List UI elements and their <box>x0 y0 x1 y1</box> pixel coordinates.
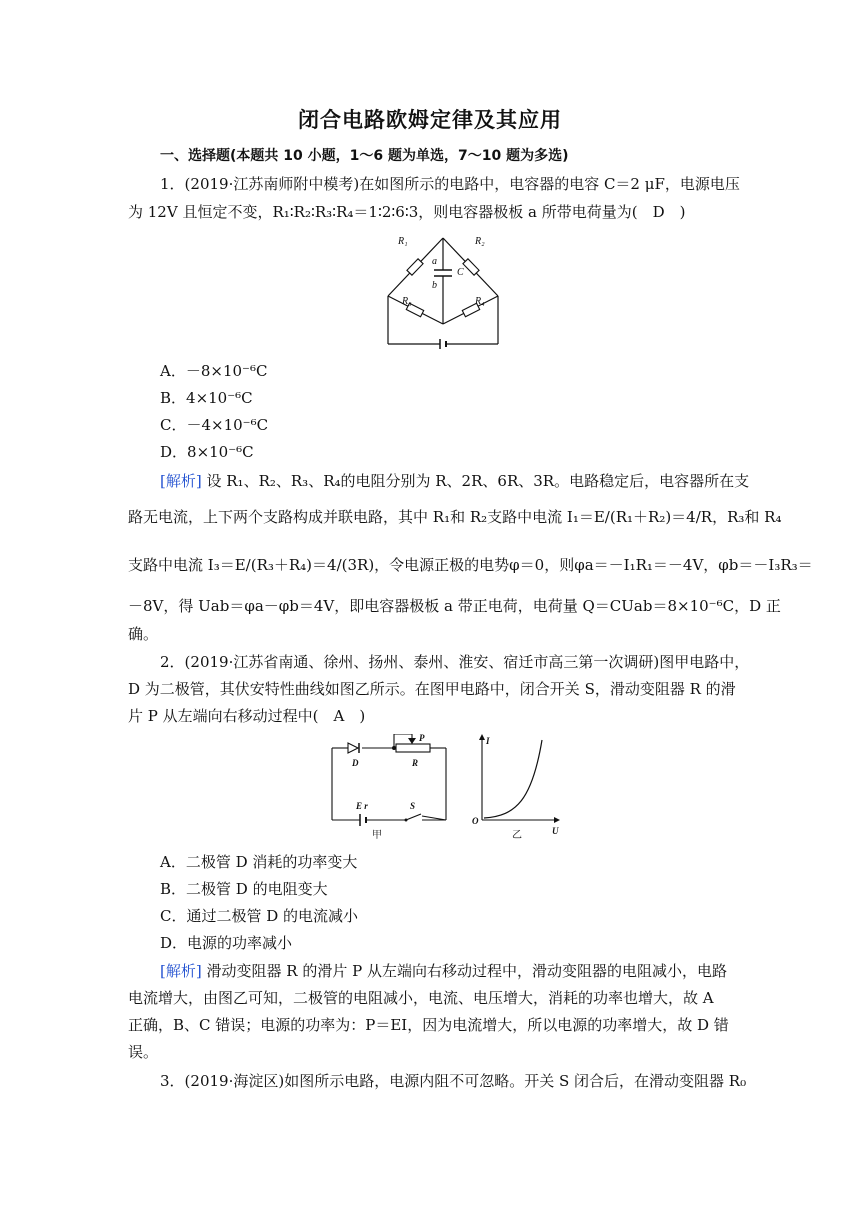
resistor-r1 <box>407 259 423 275</box>
label-r: R <box>412 758 419 768</box>
label-o: O <box>472 816 479 826</box>
q1-analysis-line-2: 路无电流，上下两个支路构成并联电路，其中 R₁和 R₂支路中电流 I₁＝E/(R₁＋R₂)＝4/R，R₃和 R₄ <box>128 508 782 526</box>
u-axis-arrow <box>554 817 560 823</box>
label-r3: R₃ <box>402 296 412 307</box>
rheostat-r <box>396 744 430 752</box>
q2-stem-line-2: D 为二极管，其伏安特性曲线如图乙所示。在图甲电路中，闭合开关 S，滑动变阻器 R 的滑 <box>128 680 736 698</box>
q2-option-a: A．二极管 D 消耗的功率变大 <box>160 853 358 871</box>
label-b: b <box>432 280 437 291</box>
q1-analysis-line-5: 确。 <box>128 625 159 643</box>
q2-option-d: D．电源的功率减小 <box>160 934 293 952</box>
diode-circuit-figure <box>326 734 570 844</box>
label-i: I <box>486 736 490 746</box>
analysis-tag: [解析] <box>160 472 202 490</box>
q2-option-b: B．二极管 D 的电阻变大 <box>160 880 328 898</box>
label-r4: R₄ <box>475 296 485 307</box>
label-s: S <box>410 801 416 811</box>
q2-analysis-text-1: 滑动变阻器 R 的滑片 P 从左端向右移动过程中，滑动变阻器的电阻减小，电路 <box>206 962 727 980</box>
q1-option-a: A．－8×10⁻⁶C <box>160 362 268 380</box>
q2-analysis-line-2: 电流增大，由图乙可知，二极管的电阻减小，电流、电压增大，消耗的功率也增大，故 A <box>128 989 714 1007</box>
q2-option-c: C．通过二极管 D 的电流减小 <box>160 907 359 925</box>
label-d: D <box>352 758 359 768</box>
switch-pivot <box>405 819 408 822</box>
bridge-circuit-figure <box>380 228 506 354</box>
q1-analysis-text-1: 设 R₁、R₂、R₃、R₄的电阻分别为 R、2R、6R、3R。电路稳定后，电容器所在支 <box>206 472 750 490</box>
label-yi: 乙 <box>512 830 522 841</box>
resistor-r2 <box>463 259 479 275</box>
q1-analysis-line-1 <box>160 471 764 491</box>
q1-analysis-line-4: －8V，得 Uab＝φa－φb＝4V，即电容器极板 a 带正电荷，电荷量 Q＝CUab＝8×10⁻⁶C，D 正 <box>128 597 781 615</box>
q2-analysis-line-4: 误。 <box>128 1043 159 1061</box>
slider-arrow <box>408 738 416 744</box>
q3-stem-line-1: 3．(2019·海淀区)如图所示电路，电源内阻不可忽略。开关 S 闭合后，在滑动变阻器 R₀ <box>160 1072 747 1090</box>
q2-stem-line-3: 片 P 从左端向右移动过程中( A ) <box>128 707 366 725</box>
q2-analysis-line-3: 正确，B、C 错误；电源的功率为：P＝EI，因为电流增大，所以电源的功率增大，故 D 错 <box>128 1016 729 1034</box>
label-u: U <box>552 826 559 836</box>
label-c: C <box>457 267 464 278</box>
q1-option-b: B．4×10⁻⁶C <box>160 389 253 407</box>
diode-symbol <box>348 743 358 753</box>
q2-analysis-line-1 <box>160 961 764 981</box>
page-title: 闭合电路欧姆定律及其应用 <box>298 108 562 132</box>
label-r2: R₂ <box>475 236 485 247</box>
junction-dot <box>392 746 396 750</box>
label-er: E r <box>356 801 368 811</box>
q1-analysis-line-3: 支路中电流 I₃＝E/(R₃＋R₄)＝4/(3R)，令电源正极的电势φ＝0，则φa＝－I₁R₁＝－4V，φb＝－I₃R₃＝ <box>128 556 813 574</box>
q2-stem-line-1: 2．(2019·江苏省南通、徐州、扬州、泰州、淮安、宿迁市高三第一次调研)图甲电路中， <box>160 653 750 671</box>
label-p: P <box>419 734 425 743</box>
q1-stem-line-1: 1．(2019·江苏南师附中模考)在如图所示的电路中，电容器的电容 C＝2 μF，电源电压 <box>160 175 740 193</box>
section-heading: 一、选择题(本题共 10 小题，1～6 题为单选，7～10 题为多选) <box>160 148 569 164</box>
label-r1: R₁ <box>398 236 408 247</box>
label-jia: 甲 <box>372 830 382 841</box>
q1-option-d: D．8×10⁻⁶C <box>160 443 254 461</box>
i-axis-arrow <box>479 734 485 740</box>
analysis-tag: [解析] <box>160 962 202 980</box>
q1-option-c: C．－4×10⁻⁶C <box>160 416 269 434</box>
label-a: a <box>432 256 437 267</box>
q1-stem-line-2: 为 12V 且恒定不变，R₁∶R₂∶R₃∶R₄＝1∶2∶6∶3，则电容器极板 a 所带电荷量为( D ) <box>128 203 686 221</box>
